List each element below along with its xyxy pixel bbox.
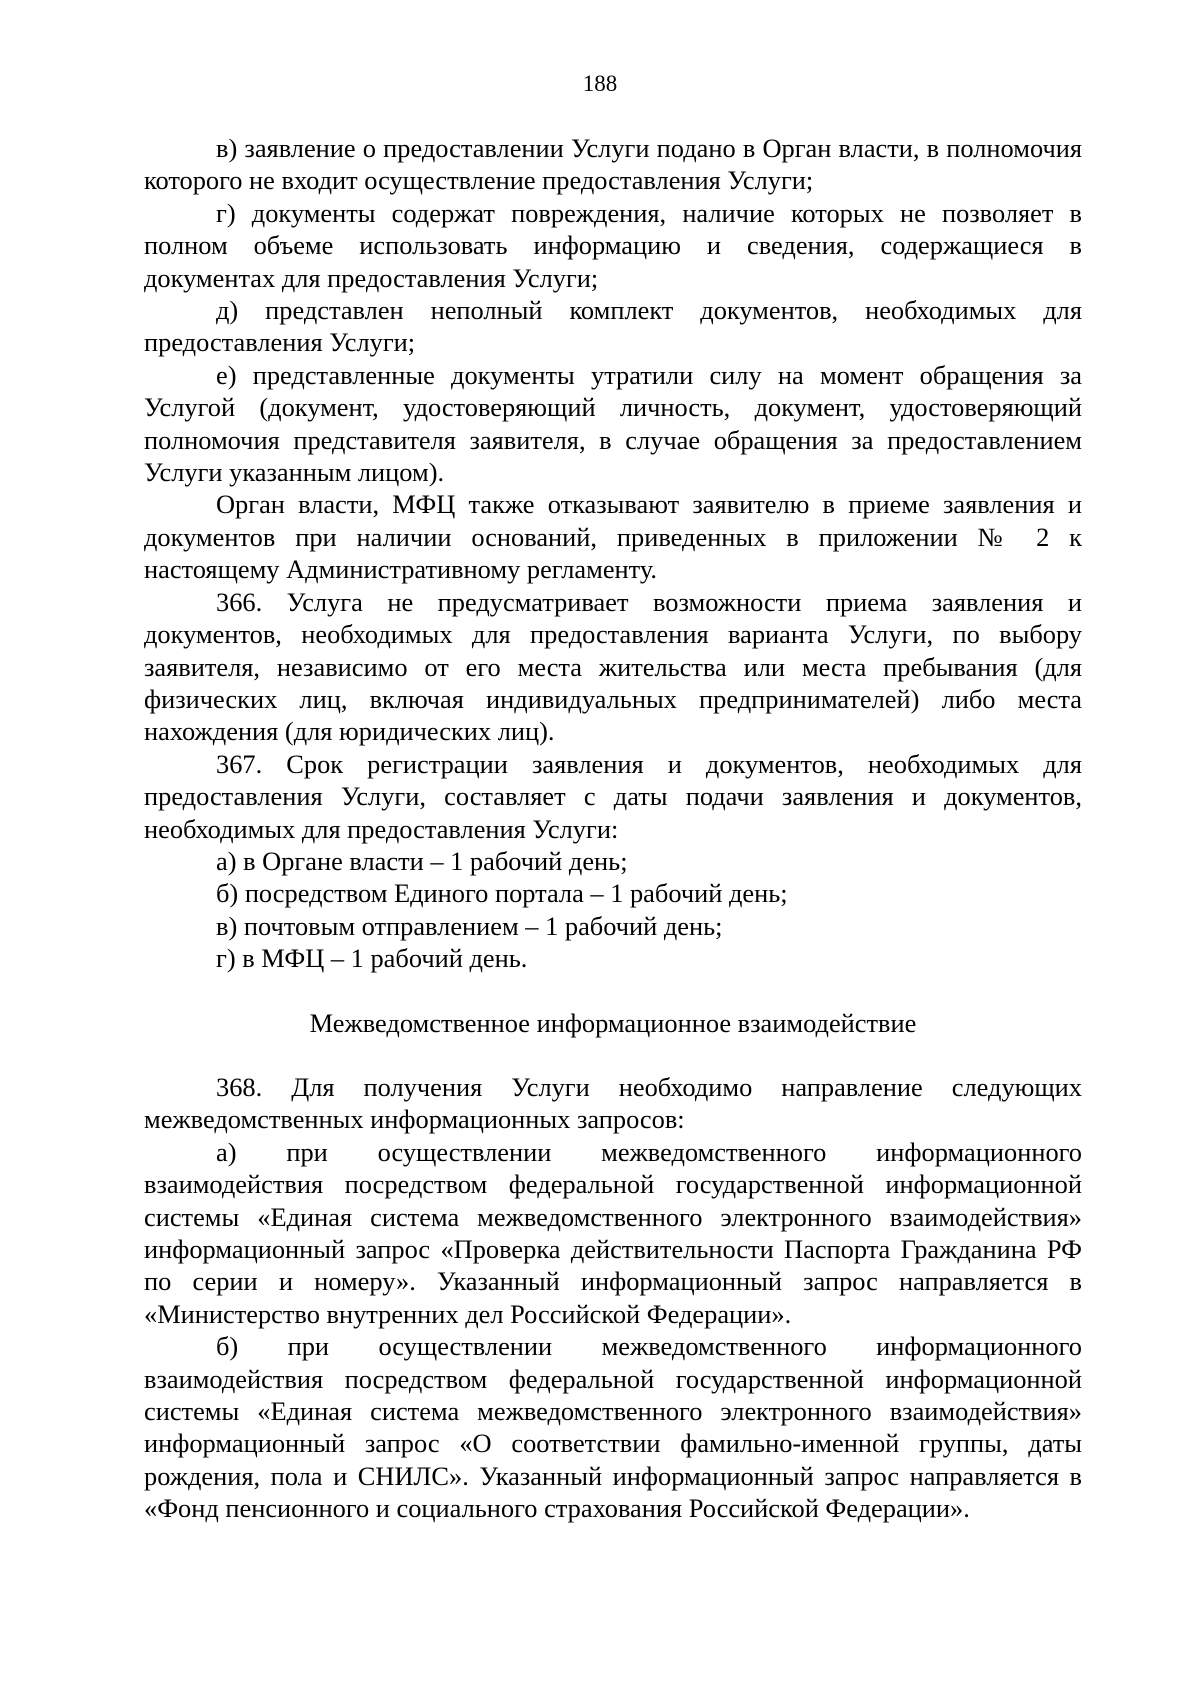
paragraph-367: 367. Срок регистрации заявления и документов, необходимых для предоставления Услуги, составляет с даты подачи заявления и документов, необходимых для предоставления Услуги: [144,748,1082,844]
paragraph-367-g: г) в МФЦ – 1 рабочий день. [216,943,528,974]
paragraph-item-d: д) представлен неполный комплект документов, необходимых для предоставления Услуги; [144,295,1082,358]
paragraph-item-v: в) заявление о предоставлении Услуги подано в Орган власти, в полномочия которого не входит осуществление предоставления Услуги; [144,133,1082,196]
paragraph-367-a: а) в Органе власти – 1 рабочий день; [216,845,628,876]
paragraph-item-e: е) представленные документы утратили силу на момент обращения за Услугой (документ, удостоверяющий личность, документ, удостоверяющий полномочия представителя заявителя, в случае обращения за предоставлением Услуги указанным лицом). [144,359,1082,488]
paragraph-367-b: б) посредством Единого портала – 1 рабочий день; [216,878,788,909]
paragraph-366: 366. Услуга не предусматривает возможности приема заявления и документов, необходимых для предоставления варианта Услуги, по выбору заявителя, независимо от его места жительства или места пребывания (для физических лиц, включая индивидуальных предпринимателей) либо места нахождения (для юридических лиц). [144,586,1082,747]
document-body [144,132,1082,1525]
paragraph-368-a: а) при осуществлении межведомственного информационного взаимодействия посредством федеральной государственной информационной системы «Единая система межведомственного электронного взаимодействия» информационный запрос «Проверка действительности Паспорта Гражданина РФ по серии и номеру». Указанный информационный запрос направляется в «Министерство внутренних дел Российской Федерации». [144,1136,1082,1329]
paragraph-368-b: б) при осуществлении межведомственного информационного взаимодействия посредством федеральной государственной информационной системы «Единая система межведомственного электронного взаимодействия» информационный запрос «О соответствии фамильно-именной группы, даты рождения, пола и СНИЛС». Указанный информационный запрос направляется в «Фонд пенсионного и социального страхования Российской Федерации». [144,1331,1082,1524]
paragraph-368: 368. Для получения Услуги необходимо направление следующих межведомственных информационных запросов: [144,1071,1082,1135]
paragraph-367-v: в) почтовым отправлением – 1 рабочий день; [216,910,723,941]
paragraph-item-g: г) документы содержат повреждения, наличие которых не позволяет в полном объеме использовать информацию и сведения, содержащиеся в документах для предоставления Услуги; [144,197,1082,293]
page-number: 188 [582,71,618,96]
paragraph-refusal-note: Орган власти, МФЦ также отказывают заявителю в приеме заявления и документов при наличии оснований, приведенных в приложении № 2 к настоящему Административному регламенту. [144,489,1082,585]
section-heading: Межведомственное информационное взаимодействие [309,1007,917,1038]
